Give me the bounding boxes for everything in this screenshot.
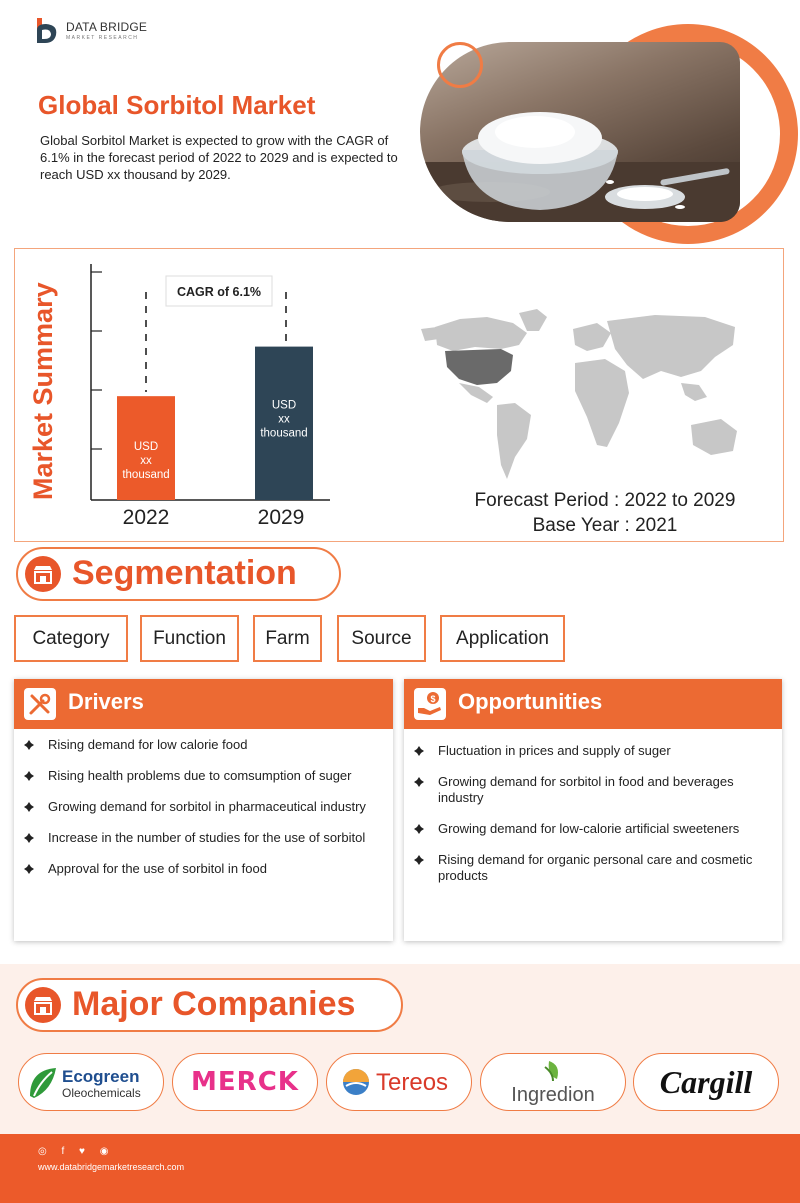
segment-function[interactable]: Function [140, 615, 239, 662]
company-ingredion[interactable] [480, 1053, 626, 1111]
drivers-card [14, 679, 393, 941]
drivers-title: Drivers [68, 689, 144, 714]
company-cargill[interactable] [633, 1053, 779, 1111]
brand-name: DATA BRIDGE [66, 20, 148, 34]
store-icon [25, 556, 61, 592]
bullet-icon [24, 740, 34, 750]
brand-tagline: MARKET RESEARCH [66, 35, 139, 41]
opportunity-item: Fluctuation in prices and supply of suger [404, 743, 782, 759]
opportunities-card [404, 679, 782, 941]
segment-source[interactable]: Source [337, 615, 426, 662]
cagr-label: CAGR of 6.1% [176, 285, 262, 299]
map-europe [573, 323, 611, 351]
merck-logo: MERCK [191, 1067, 299, 1097]
company-merck[interactable] [172, 1053, 318, 1111]
tereos-logo [334, 1062, 464, 1102]
opportunities-title: Opportunities [458, 689, 603, 714]
company-ecogreen[interactable] [18, 1053, 164, 1111]
store-icon [25, 987, 61, 1023]
bullet-icon [414, 777, 424, 787]
opportunity-item: Growing demand for low-calorie artificial sweeteners [404, 821, 782, 837]
segment-category[interactable]: Category [14, 615, 128, 662]
page-title: Global Sorbitol Market [38, 90, 316, 120]
driver-item: Approval for the use of sorbitol in food [14, 861, 393, 877]
market-summary-label: Market Summary [28, 282, 58, 500]
bullet-icon [24, 864, 34, 874]
opportunity-item: Rising demand for organic personal care and cosmetic products [404, 852, 782, 884]
segment-farm[interactable]: Farm [253, 615, 322, 662]
major-companies-title: Major Companies [72, 985, 356, 1023]
x-tick-label: 2022 [122, 506, 170, 529]
segmentation-title: Segmentation [72, 554, 297, 592]
segmentation-header [16, 547, 341, 601]
bullet-icon [414, 824, 424, 834]
decorative-small-ring [437, 42, 483, 88]
bar-value-label: thousand [260, 427, 308, 440]
driver-item: Growing demand for sorbitol in pharmaceutical industry [14, 799, 393, 815]
major-companies-header [16, 978, 403, 1032]
brand-logo[interactable] [30, 14, 170, 50]
map-usa-highlight [445, 349, 513, 385]
market-bar-chart [80, 252, 380, 538]
intro-text: Global Sorbitol Market is expected to grow with the CAGR of 6.1% in the forecast period of 2022 to 2029 and is expected to reach USD xx thousand by 2029. [40, 133, 398, 182]
ecogreen-wordmark: Ecogreen [62, 1067, 140, 1086]
cargill-logo: Cargill [659, 1063, 753, 1100]
driver-item: Increase in the number of studies for the use of sorbitol [14, 830, 393, 846]
opportunity-item: Growing demand for sorbitol in food and beverages industry [404, 774, 782, 806]
forecast-period: Forecast Period : 2022 to 2029 [474, 490, 736, 511]
driver-item: Rising demand for low calorie food [14, 737, 393, 753]
bullet-icon [414, 746, 424, 756]
bullet-icon [24, 802, 34, 812]
ingredion-leaf-icon [549, 1061, 558, 1079]
bar-value-label: xx [140, 455, 152, 467]
bullet-icon [414, 855, 424, 865]
x-tick-label: 2029 [257, 506, 305, 529]
company-tereos[interactable] [326, 1053, 472, 1111]
bullet-icon [24, 771, 34, 781]
world-map [415, 305, 765, 485]
bar-value-label: thousand [122, 469, 170, 481]
ingredion-wordmark: Ingredion [511, 1084, 595, 1106]
bullet-icon [24, 833, 34, 843]
social-icons[interactable]: ◎ f ♥ ◉ [38, 1146, 115, 1157]
tereos-wordmark: Tereos [376, 1069, 449, 1096]
driver-item: Rising health problems due to comsumption of suger [14, 768, 393, 784]
map-canada [435, 317, 527, 351]
map-asia [607, 315, 735, 379]
base-year: Base Year : 2021 [532, 515, 678, 536]
hand-dollar-icon [414, 688, 446, 720]
segment-application[interactable]: Application [440, 615, 565, 662]
map-southeast-asia [681, 383, 707, 401]
footer [0, 1134, 800, 1203]
drivers-header [14, 679, 393, 729]
drivers-list [14, 737, 393, 892]
bar-value-label: USD [133, 441, 159, 453]
map-africa [575, 359, 629, 447]
map-mexico [459, 383, 493, 403]
website-link[interactable]: www.databridgemarketresearch.com [38, 1162, 185, 1172]
bar-value-label: USD [271, 399, 297, 412]
map-greenland [519, 309, 547, 331]
opportunities-header [404, 679, 782, 729]
ecogreen-logo [26, 1060, 156, 1104]
map-australia [691, 419, 737, 455]
bar-value-label: xx [278, 413, 290, 426]
logo-mark-icon [34, 16, 62, 46]
map-south-america [497, 403, 531, 479]
tools-icon [24, 688, 56, 720]
map-alaska [421, 327, 439, 341]
ecogreen-subtext: Oleochemicals [62, 1086, 141, 1100]
forecast-info [440, 488, 770, 538]
svg-text:$: $ [430, 694, 436, 704]
ingredion-logo [493, 1057, 613, 1107]
opportunities-list [404, 743, 782, 899]
